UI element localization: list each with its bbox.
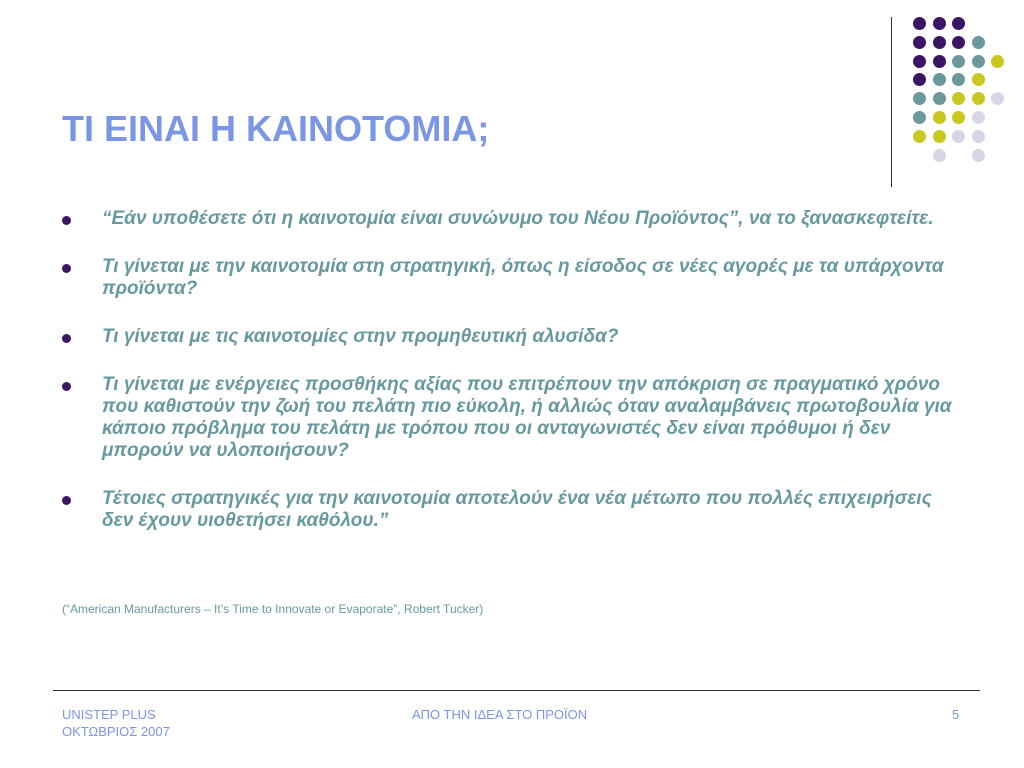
bullet-icon xyxy=(62,334,71,343)
bullet-icon xyxy=(62,382,71,391)
bullet-text: Τι γίνεται με τις καινοτομίες στην προμηθευτική αλυσίδα? xyxy=(102,326,619,347)
bullet-text: “Εάν υποθέσετε ότι η καινοτομία είναι συνώνυμο του Νέου Προϊόντος”, να το ξανασκεφτείτε. xyxy=(102,208,934,229)
decorative-dot xyxy=(933,17,946,30)
decorative-dot xyxy=(913,55,926,68)
bullet-item xyxy=(62,326,962,348)
bullet-icon xyxy=(62,264,71,273)
decorative-dot xyxy=(972,36,985,49)
decorative-dot xyxy=(952,73,965,86)
decorative-dot xyxy=(972,111,985,124)
decorative-dot xyxy=(952,36,965,49)
decorative-dot xyxy=(952,17,965,30)
bullet-text: Τι γίνεται με την καινοτομία στη στρατηγική, όπως η είσοδος σε νέες αγορές με τα υπάρχοντα προϊόντα? xyxy=(102,256,944,299)
decorative-dot xyxy=(991,55,1004,68)
decorative-dot xyxy=(972,130,985,143)
bullet-item xyxy=(62,374,962,462)
footer-organization: UNISTEP PLUS xyxy=(62,707,156,722)
decorative-dot xyxy=(913,92,926,105)
decorative-dot xyxy=(913,17,926,30)
decorative-dot xyxy=(952,92,965,105)
decorative-dot xyxy=(913,130,926,143)
decorative-dot xyxy=(933,36,946,49)
decorative-dot xyxy=(933,111,946,124)
decorative-dot xyxy=(933,55,946,68)
decorative-dot xyxy=(933,130,946,143)
bullet-list xyxy=(62,208,962,558)
bullet-icon xyxy=(62,216,71,225)
header-divider xyxy=(891,17,892,187)
slide-title: ΤΙ ΕΙΝΑΙ Η ΚΑΙΝΟΤΟΜΙΑ; xyxy=(62,108,490,149)
decorative-dot xyxy=(991,92,1004,105)
decorative-dot xyxy=(952,130,965,143)
footer-left xyxy=(62,706,170,740)
decorative-dot xyxy=(972,55,985,68)
decorative-dot xyxy=(972,149,985,162)
footer-divider xyxy=(53,690,980,691)
bullet-text: Τέτοιες στρατηγικές για την καινοτομία αποτελούν ένα νέα μέτωπο που πολλές επιχειρήσεις δεν έχουν υιοθετήσει καθόλου.” xyxy=(102,488,932,531)
bullet-item xyxy=(62,256,962,300)
bullet-item xyxy=(62,208,962,230)
footer-presentation-title: ΑΠΟ ΤΗΝ ΙΔΕΑ ΣΤΟ ΠΡΟΪΟΝ xyxy=(412,707,588,722)
bullet-text: Τι γίνεται με ενέργειες προσθήκης αξίας που επιτρέπουν την απόκριση σε πραγματικό χρόνο που καθιστούν την ζωή του πελάτη πιο εύκολη, ή αλλιώς όταν αναλαμβάνεις πρωτοβουλία για κάποιο πρόβλημα του πελάτη με τρόπου που οι ανταγωνιστές δεν είναι πρόθυμοι ή δεν μπορούν να υλοποιήσουν? xyxy=(102,374,952,461)
decorative-dot xyxy=(933,92,946,105)
decorative-dot xyxy=(933,149,946,162)
decorative-dot xyxy=(913,111,926,124)
decorative-dot xyxy=(972,92,985,105)
bullet-item xyxy=(62,488,962,532)
decorative-dot-grid xyxy=(0,0,1024,180)
bullet-icon xyxy=(62,496,71,505)
decorative-dot xyxy=(933,73,946,86)
page-number: 5 xyxy=(952,707,960,722)
decorative-dot xyxy=(952,55,965,68)
decorative-dot xyxy=(972,73,985,86)
footer-date: ΟΚΤΩΒΡΙΟΣ 2007 xyxy=(62,724,170,739)
citation: (“American Manufacturers – It’s Time to Innovate or Evaporate”, Robert Tucker) xyxy=(62,602,484,616)
decorative-dot xyxy=(913,36,926,49)
decorative-dot xyxy=(913,73,926,86)
decorative-dot xyxy=(952,111,965,124)
